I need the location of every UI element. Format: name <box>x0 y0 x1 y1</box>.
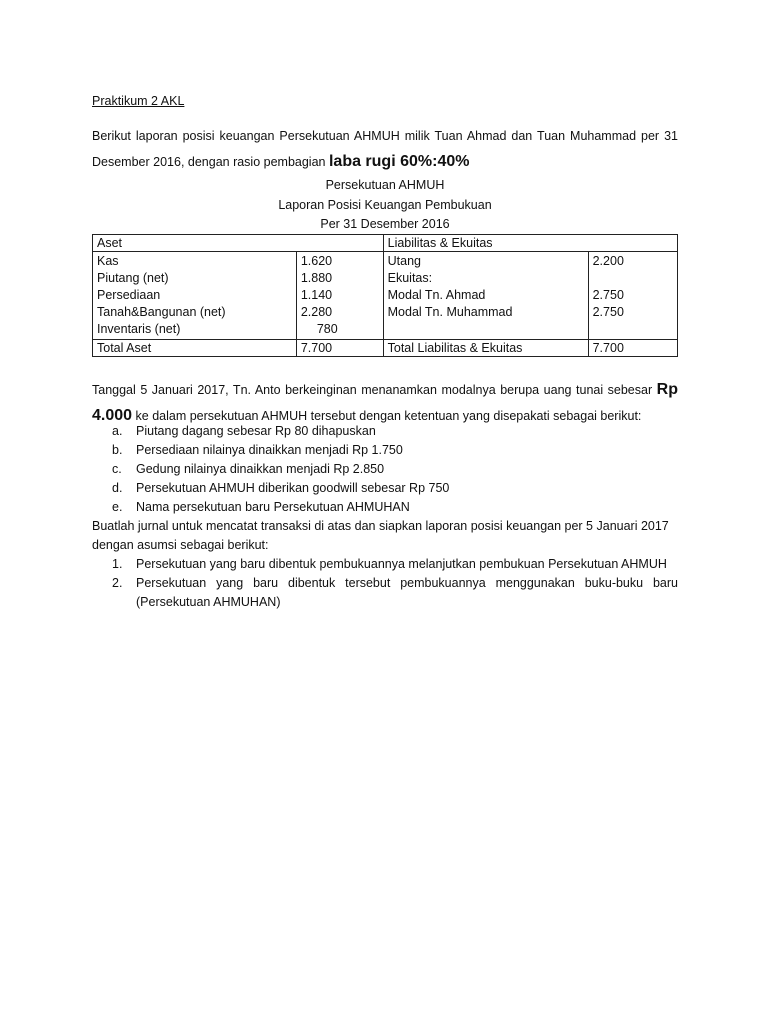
intro-ratio: laba rugi 60%:40% <box>328 153 470 170</box>
asset-label: Tanah&Bangunan (net) <box>97 305 226 319</box>
asset-value: 2.280 <box>300 305 333 319</box>
table-total-row <box>93 340 678 357</box>
statement-company-name: Persekutuan AHMUH <box>325 178 445 192</box>
list-item-text: Nama persekutuan baru Persekutuan AHMUHAN <box>136 500 410 514</box>
list-marker: a. <box>112 424 123 438</box>
list-item-text: Persekutuan yang baru dibentuk pembukuannya melanjutkan pembukuan Persekutuan AHMUH <box>136 557 667 571</box>
liability-label: Modal Tn. Ahmad <box>387 288 486 302</box>
list-item-text: Persediaan nilainya dinaikkan menjadi Rp 1.750 <box>136 443 403 457</box>
statement-date: Per 31 Desember 2016 <box>320 217 450 231</box>
asset-value: 1.620 <box>300 254 333 268</box>
list-item <box>92 498 678 517</box>
asset-value: 1.880 <box>300 271 333 285</box>
list-item-text: Persekutuan AHMUH diberikan goodwill sebesar Rp 750 <box>136 481 450 495</box>
liability-label: Ekuitas: <box>387 271 433 285</box>
asset-label: Inventaris (net) <box>97 322 181 336</box>
asset-label: Piutang (net) <box>97 271 169 285</box>
assumptions-list <box>92 555 678 612</box>
list-item-text: Piutang dagang sebesar Rp 80 dihapuskan <box>136 424 376 438</box>
statement-title: Laporan Posisi Keuangan Pembukuan <box>278 198 492 212</box>
total-assets-label: Total Aset <box>93 340 297 357</box>
asset-labels <box>93 252 297 340</box>
list-item <box>92 574 678 612</box>
investment-text: Tanggal 5 Januari 2017, Tn. Anto berkeinginan menanamkan modalnya berupa uang tunai sebesar <box>92 383 657 397</box>
list-marker: e. <box>112 500 123 514</box>
liability-value: 2.200 <box>592 254 624 268</box>
total-liabilities-value: 7.700 <box>588 340 677 357</box>
task-paragraph: Buatlah jurnal untuk mencatat transaksi di atas dan siapkan laporan posisi keuangan per 5 Januari 2017 dengan asumsi sebagai berikut: <box>92 519 669 552</box>
table-header-row <box>93 235 678 252</box>
liability-values <box>588 252 677 340</box>
investment-text-end: ke dalam persekutuan AHMUH tersebut dengan ketentuan yang disepakati sebagai berikut: <box>132 409 642 423</box>
liability-label <box>388 321 584 338</box>
list-item <box>92 479 678 498</box>
document-title: Praktikum 2 AKL <box>92 94 185 108</box>
list-marker: b. <box>112 443 123 457</box>
list-marker: c. <box>112 462 122 476</box>
liabilities-header: Liabilitas & Ekuitas <box>383 235 677 252</box>
liability-label: Utang <box>387 254 421 268</box>
list-marker: d. <box>112 481 123 495</box>
asset-label: Persediaan <box>97 288 161 302</box>
liability-value: 2.750 <box>592 305 624 319</box>
asset-value: 780 <box>316 322 338 336</box>
assets-header: Aset <box>93 235 384 252</box>
list-marker: 2. <box>112 576 123 590</box>
total-liabilities-label: Total Liabilitas & Ekuitas <box>383 340 588 357</box>
list-item <box>92 422 678 441</box>
list-item <box>92 555 678 574</box>
liability-labels <box>383 252 588 340</box>
investment-amount: Rp 4.000 <box>92 381 678 424</box>
list-item-text: Persekutuan yang baru dibentuk tersebut pembukuannya menggunakan buku-buku baru (Persekutuan AHMUHAN) <box>136 576 678 609</box>
liability-label: Modal Tn. Muhammad <box>387 305 513 319</box>
liability-value: 2.750 <box>592 288 624 302</box>
intro-paragraph <box>92 124 678 175</box>
list-marker: 1. <box>112 557 123 571</box>
liability-value <box>593 270 673 287</box>
total-assets-value: 7.700 <box>296 340 383 357</box>
table-body-row <box>93 252 678 340</box>
conditions-list <box>92 422 678 517</box>
list-item <box>92 441 678 460</box>
intro-text: Berikut laporan posisi keuangan Persekutuan AHMUH milik Tuan Ahmad dan Tuan Muhammad per 31 Desember 2016, dengan rasio pembagian <box>92 129 678 169</box>
asset-label: Kas <box>97 254 119 268</box>
asset-values <box>296 252 383 340</box>
list-item-text: Gedung nilainya dinaikkan menjadi Rp 2.850 <box>136 462 385 476</box>
list-item <box>92 460 678 479</box>
liability-value <box>593 321 673 338</box>
asset-value: 1.140 <box>300 288 333 302</box>
balance-sheet-table <box>92 234 678 357</box>
